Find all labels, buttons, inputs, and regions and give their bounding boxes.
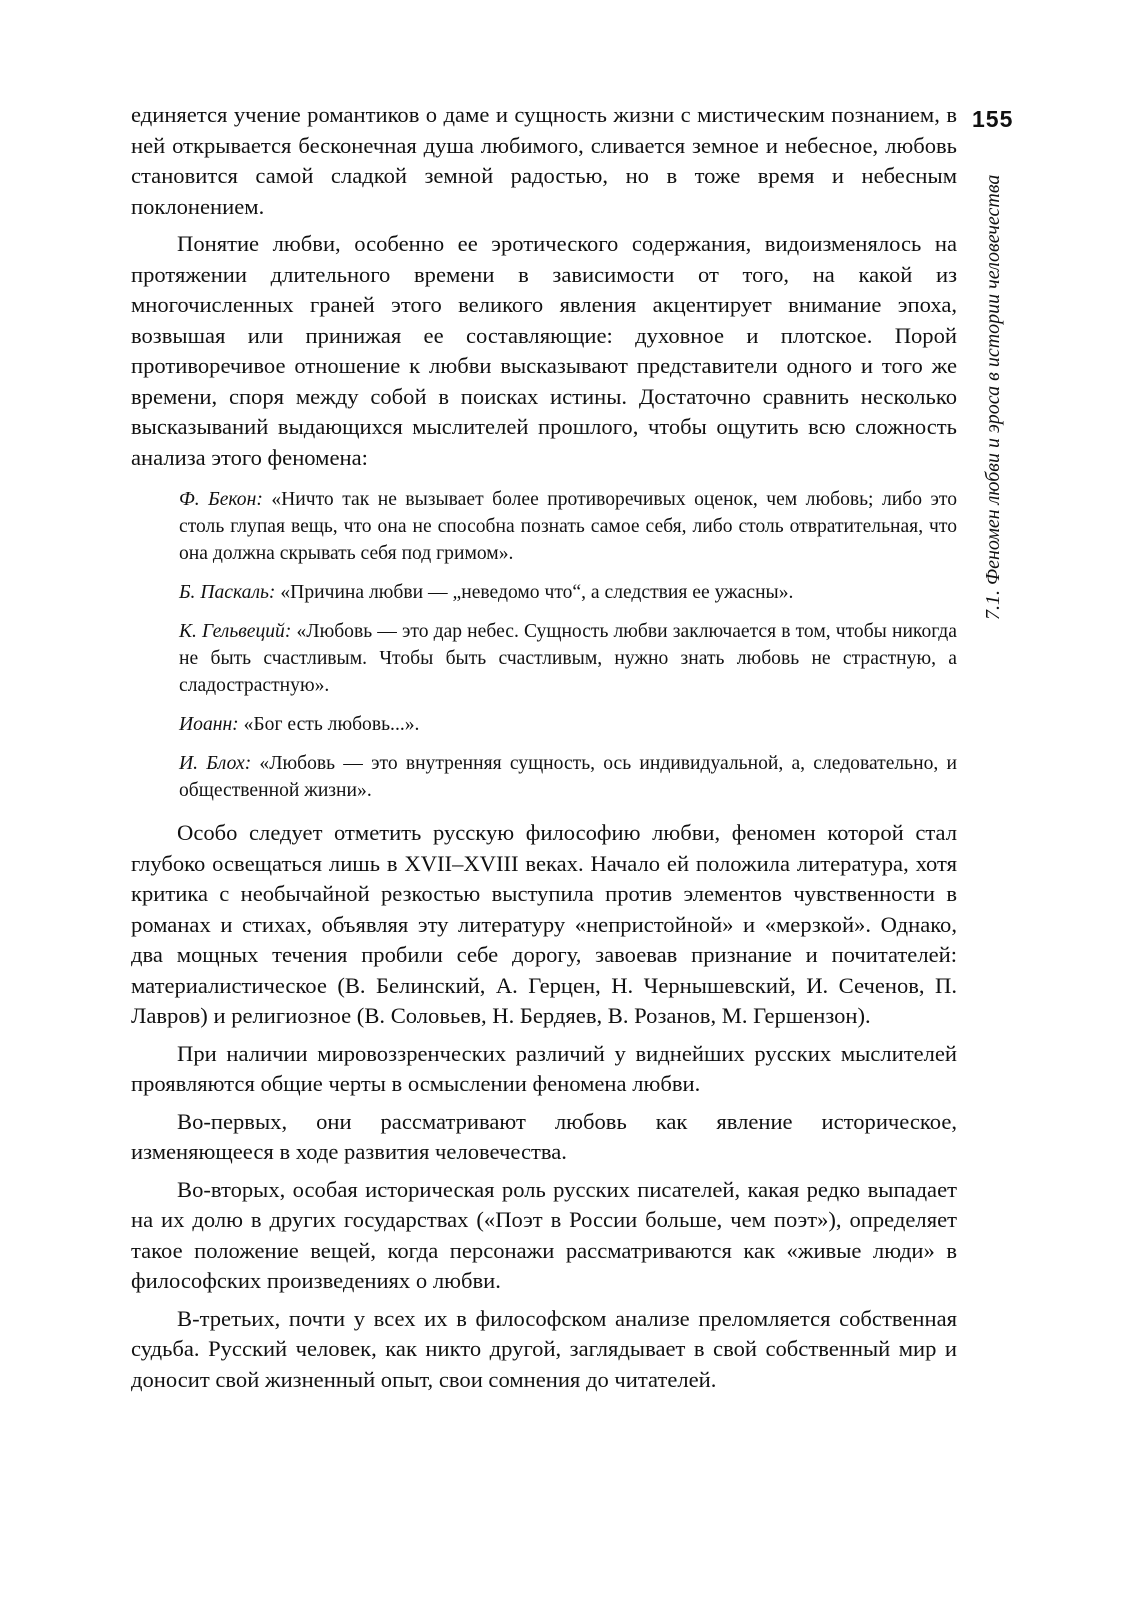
quote-block [179,486,957,804]
paragraph-love-concept: Понятие любви, особенно ее эротического содержания, видоизменялось на протяжении длительного времени в зависимости от того, на какой из многочисленных граней этого великого явления акцентирует внимание эпоха, возвышая или принижая ее составляющие: духовное и плотское. Порой противоречивое отношение к любви высказывают представители одного и того же времени, споря между собой в поисках истины. Достаточно сравнить несколько высказываний выдающихся мыслителей прошлого, чтобы ощутить всю сложность анализа этого феномена: [131,231,957,470]
quote-author: К. Гельвеций: [179,621,292,642]
page-body [131,100,957,1395]
page-number: 155 [972,106,1014,132]
paragraph-third: В-третьих, почти у всех их в философском анализе преломляется собственная судьба. Русский человек, как никто другой, заглядывает в свой собственный мир и доносит свой жизненный опыт, свои сомнения до читателей. [131,1305,957,1392]
paragraph-second: Во-вторых, особая историческая роль русских писателей, какая редко выпадает на их долю в других государствах («Поэт в России больше, чем поэт»), определяет такое положение вещей, когда персонажи рассматриваются как «живые люди» в философских произведениях о любви. [131,1176,957,1293]
quote-text: «Ничто так не вызывает более противоречивых оценок, чем любовь; либо это столь глупая вещь, что она не способна познать самое себя, либо столь отвратительная, что она должна скрывать себя под гримом». [179,489,957,564]
paragraph-russian-philosophy: Особо следует отметить русскую философию любви, феномен которой стал глубоко освещаться лишь в XVII–XVIII веках. Начало ей положила литература, хотя критика с необычайной резкостью выступила против элементов чувственности в романах и стихах, объявляя эту литературу «непристойной» и «мерзкой». Однако, два мощных течения пробили себе дорогу, завоевав признание и почитателей: материалистическое (В. Белинский, А. Герцен, Н. Чернышевский, И. Сеченов, П. Лавров) и религиозное (В. Соловьев, Н. Бердяев, В. Розанов, М. Гершензон). [131,820,957,1028]
quote-text: «Бог есть любовь...». [238,714,420,735]
paragraph-continuation: единяется учение романтиков о даме и сущность жизни с мистическим познанием, в ней открывается бесконечная душа любимого, сливается земное и небесное, любовь становится самой сладкой земной радостью, но в тоже время и небесным поклонением. [131,102,957,219]
quote-bacon [179,486,957,567]
quote-helvetius [179,618,957,699]
quote-bloch [179,750,957,804]
quote-author: Иоанн: [179,714,239,735]
quote-text: «Причина любви — „неведомо что“, а следствия ее ужасны». [275,582,794,603]
running-head: 7.1. Феномен любви и эроса в истории человечества [982,174,1004,620]
quote-author: Ф. Бекон: [179,489,263,510]
quote-author: И. Блох: [179,753,252,774]
quote-text: «Любовь — это внутренняя сущность, ось индивидуальной, а, следовательно, и общественной жизни». [179,753,957,801]
quote-john [179,711,957,738]
paragraph-first: Во-первых, они рассматривают любовь как явление историческое, изменяющееся в ходе развития человечества. [131,1108,957,1164]
quote-pascal [179,579,957,606]
quote-text: «Любовь — это дар небес. Сущность любви заключается в том, чтобы никогда не быть счастливым. Чтобы быть счастливым, нужно знать любовь не страстную, а сладострастную». [179,621,957,696]
quote-author: Б. Паскаль: [179,582,276,603]
paragraph-common-traits: При наличии мировоззренческих различий у виднейших русских мыслителей проявляются общие черты в осмыслении феномена любви. [131,1040,957,1096]
